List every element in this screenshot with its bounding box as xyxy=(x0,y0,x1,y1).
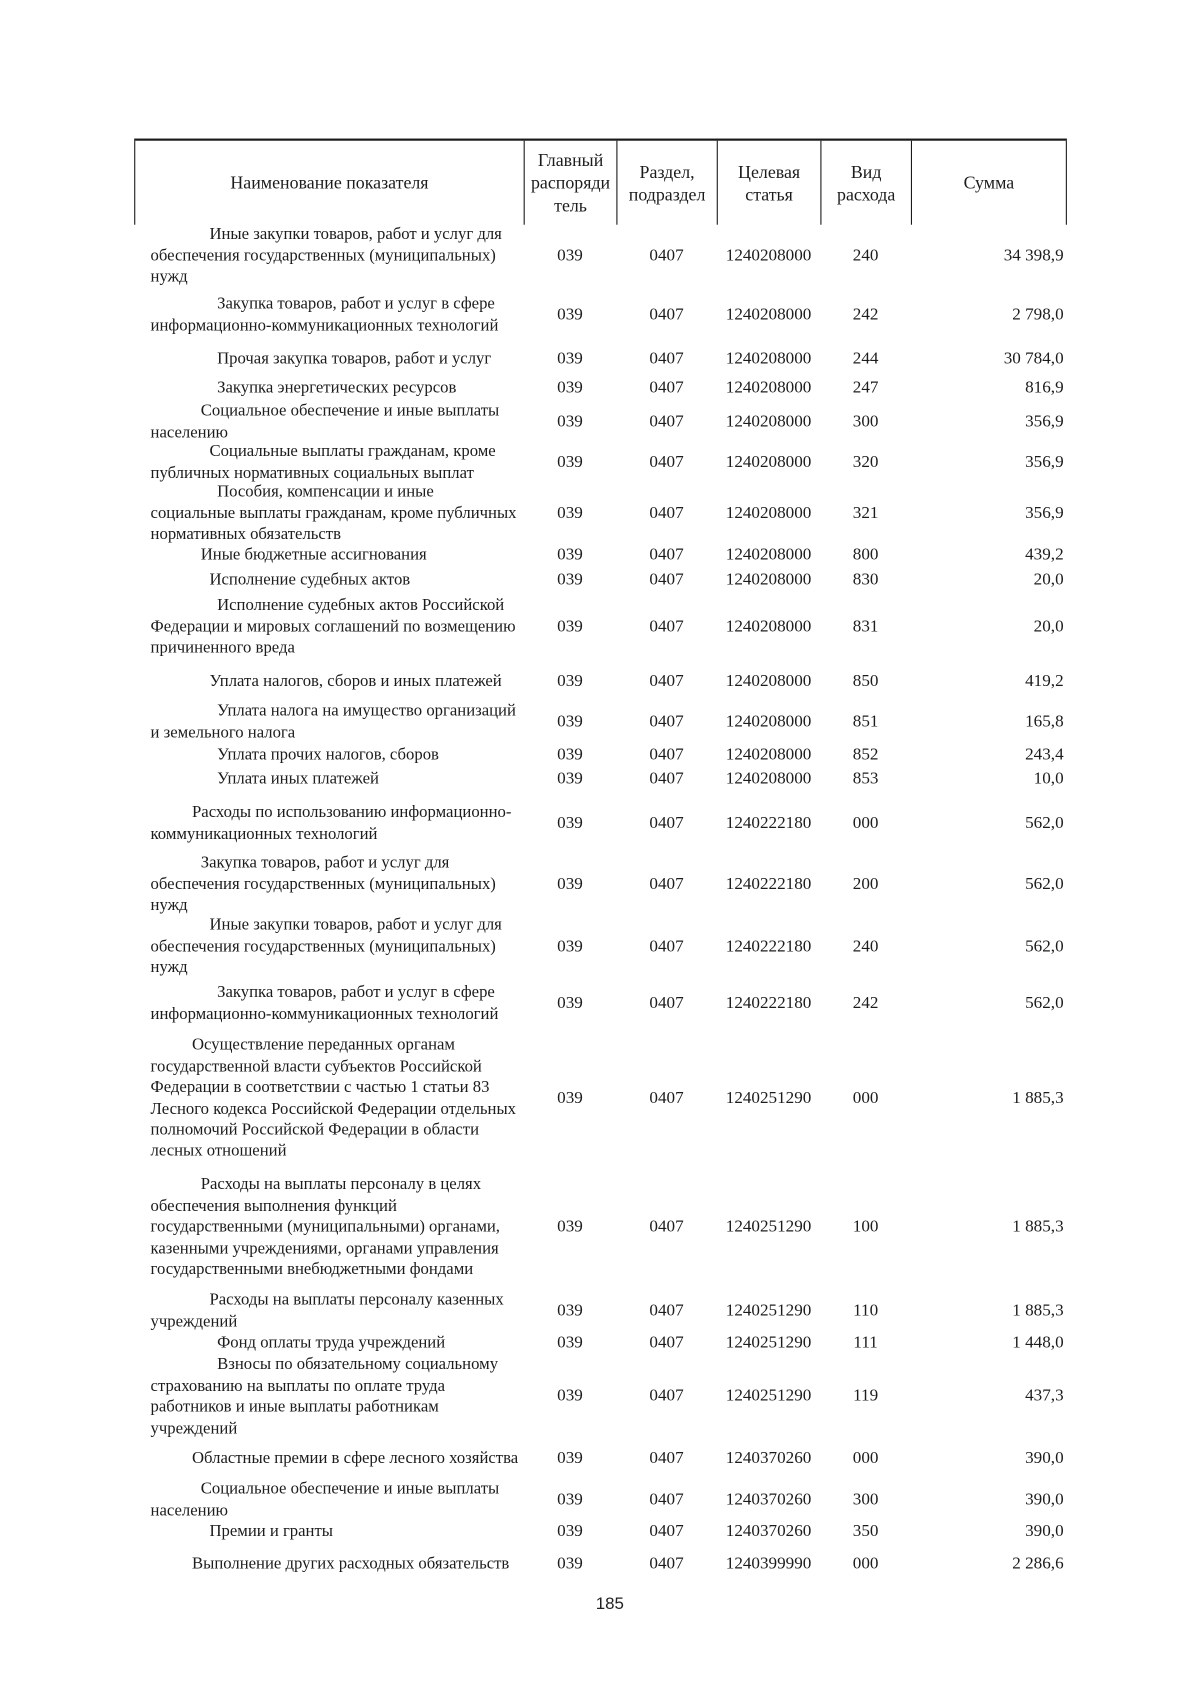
cell-target-article: 1240208000 xyxy=(725,745,812,764)
cell-section-subsection: 0407 xyxy=(649,874,684,894)
cell-section-subsection: 0407 xyxy=(649,1554,684,1574)
cell-indicator-name: Областные премии в сфере лесного хозяйства xyxy=(191,1449,519,1468)
table-row xyxy=(134,982,1067,1024)
table-row xyxy=(134,481,1067,545)
cell-expense-type: 244 xyxy=(852,349,879,368)
cell-section-subsection: 0407 xyxy=(649,378,684,398)
cell-section-subsection: 0407 xyxy=(649,993,684,1013)
cell-target-article: 1240399990 xyxy=(725,1554,812,1574)
cell-amount: 20,0 xyxy=(1033,570,1064,590)
cell-chief-administrator: 039 xyxy=(557,712,583,731)
cell-section-subsection: 0407 xyxy=(649,672,684,691)
table-row xyxy=(134,1332,1067,1353)
cell-amount: 562,0 xyxy=(1025,874,1064,894)
cell-expense-type: 830 xyxy=(852,570,879,590)
cell-section-subsection: 0407 xyxy=(649,305,684,324)
cell-expense-type: 853 xyxy=(852,769,879,788)
cell-section-subsection: 0407 xyxy=(649,745,684,764)
cell-expense-type: 200 xyxy=(852,874,879,894)
table-row xyxy=(134,294,1067,336)
cell-indicator-name: Прочая закупка товаров, работ и услуг xyxy=(217,349,492,368)
cell-indicator-name: Уплата прочих налогов, сборов xyxy=(217,745,439,764)
cell-indicator-name: Осуществление переданных органам государственной власти субъектов Российской Федерации в соответствии с частью 1 статьи 83 Лесного кодекса Российской Федерации отдельных полномочий Российской Федерации в области лесных отношений xyxy=(150,1035,517,1160)
cell-amount: 1 885,3 xyxy=(1012,1088,1064,1108)
table-row xyxy=(134,545,1067,566)
cell-expense-type: 852 xyxy=(852,745,879,764)
cell-section-subsection: 0407 xyxy=(649,617,684,636)
cell-chief-administrator: 039 xyxy=(557,672,583,691)
cell-indicator-name: Исполнение судебных актов xyxy=(209,570,411,590)
cell-expense-type: 831 xyxy=(852,617,879,636)
cell-chief-administrator: 039 xyxy=(557,745,583,764)
table-row xyxy=(134,1290,1067,1332)
cell-indicator-name: Иные закупки товаров, работ и услуг для обеспечения государственных (муниципальных) нужд xyxy=(150,915,502,977)
cell-amount: 30 784,0 xyxy=(1003,349,1064,368)
cell-expense-type: 320 xyxy=(852,452,879,472)
cell-amount: 1 885,3 xyxy=(1012,1217,1064,1237)
cell-amount: 390,0 xyxy=(1025,1522,1064,1541)
cell-expense-type: 350 xyxy=(852,1522,879,1541)
cell-expense-type: 850 xyxy=(852,672,879,691)
page-number: 185 xyxy=(595,1594,624,1614)
cell-indicator-name: Социальное обеспечение и иные выплаты населению xyxy=(150,1479,500,1520)
cell-indicator-name: Закупка товаров, работ и услуг в сфере информационно-коммуникационных технологий xyxy=(150,983,499,1023)
cell-expense-type: 321 xyxy=(852,503,879,523)
cell-target-article: 1240208000 xyxy=(725,452,812,472)
cell-chief-administrator: 039 xyxy=(557,1449,583,1468)
cell-section-subsection: 0407 xyxy=(649,1301,684,1320)
cell-amount: 439,2 xyxy=(1025,545,1064,565)
table-row xyxy=(134,224,1067,288)
cell-amount: 562,0 xyxy=(1025,993,1064,1013)
cell-amount: 2 798,0 xyxy=(1012,305,1064,324)
cell-section-subsection: 0407 xyxy=(649,1386,684,1406)
cell-target-article: 1240208000 xyxy=(725,305,812,324)
cell-chief-administrator: 039 xyxy=(557,617,583,636)
cell-target-article: 1240208000 xyxy=(725,769,812,788)
cell-target-article: 1240208000 xyxy=(725,412,812,431)
cell-indicator-name: Выполнение других расходных обязательств xyxy=(191,1554,510,1574)
header-expense-type-label: Вид расхода xyxy=(837,160,896,205)
header-target-article-label: Целевая статья xyxy=(738,160,801,205)
header-section-subsection-label: Раздел, подраздел xyxy=(628,160,706,205)
cell-section-subsection: 0407 xyxy=(649,1088,684,1108)
table-row xyxy=(134,1448,1067,1469)
cell-chief-administrator: 039 xyxy=(557,1217,583,1237)
cell-section-subsection: 0407 xyxy=(649,1522,684,1541)
header-chief-administrator-label: Главный распоряди тель xyxy=(530,149,611,216)
cell-indicator-name: Закупка энергетических ресурсов xyxy=(217,378,457,398)
table-row xyxy=(134,768,1067,789)
cell-section-subsection: 0407 xyxy=(649,1490,684,1509)
cell-target-article: 1240370260 xyxy=(725,1522,812,1541)
cell-amount: 243,4 xyxy=(1025,745,1064,764)
cell-amount: 390,0 xyxy=(1025,1449,1064,1468)
cell-section-subsection: 0407 xyxy=(649,246,684,265)
cell-section-subsection: 0407 xyxy=(649,412,684,431)
cell-expense-type: 242 xyxy=(852,993,879,1013)
cell-target-article: 1240251290 xyxy=(725,1333,812,1352)
cell-chief-administrator: 039 xyxy=(557,503,583,523)
cell-chief-administrator: 039 xyxy=(557,570,583,590)
cell-chief-administrator: 039 xyxy=(557,452,583,472)
table-row xyxy=(134,441,1067,483)
cell-expense-type: 000 xyxy=(852,1088,879,1108)
table-row xyxy=(134,401,1067,443)
cell-expense-type: 100 xyxy=(852,1217,879,1237)
cell-section-subsection: 0407 xyxy=(649,452,684,472)
cell-chief-administrator: 039 xyxy=(557,545,583,565)
cell-amount: 562,0 xyxy=(1025,813,1064,833)
header-indicator-name-label: Наименование показателя xyxy=(230,172,429,194)
cell-indicator-name: Уплата иных платежей xyxy=(217,769,379,788)
cell-chief-administrator: 039 xyxy=(557,246,583,265)
cell-target-article: 1240208000 xyxy=(725,545,812,565)
cell-target-article: 1240208000 xyxy=(725,570,812,590)
cell-target-article: 1240208000 xyxy=(725,503,812,523)
cell-expense-type: 111 xyxy=(853,1333,878,1352)
table-row xyxy=(134,671,1067,692)
cell-chief-administrator: 039 xyxy=(557,1088,583,1108)
header-amount-label: Сумма xyxy=(963,172,1015,194)
cell-target-article: 1240208000 xyxy=(725,378,812,398)
cell-target-article: 1240370260 xyxy=(725,1449,812,1468)
cell-chief-administrator: 039 xyxy=(557,993,583,1013)
table-row xyxy=(134,915,1067,979)
cell-target-article: 1240208000 xyxy=(725,672,812,691)
table-row xyxy=(134,1554,1067,1575)
cell-amount: 816,9 xyxy=(1025,378,1064,398)
cell-indicator-name: Расходы по использованию информационно- коммуникационных технологий xyxy=(150,803,512,843)
cell-amount: 20,0 xyxy=(1033,617,1064,636)
cell-target-article: 1240251290 xyxy=(725,1386,812,1406)
table-row xyxy=(134,1354,1067,1439)
cell-indicator-name: Иные закупки товаров, работ и услуг для обеспечения государственных (муниципальных) нужд xyxy=(150,225,502,286)
cell-chief-administrator: 039 xyxy=(557,813,583,833)
cell-target-article: 1240208000 xyxy=(725,712,812,731)
cell-target-article: 1240208000 xyxy=(725,349,812,368)
cell-amount: 390,0 xyxy=(1025,1490,1064,1509)
cell-amount: 2 286,6 xyxy=(1012,1554,1064,1574)
cell-indicator-name: Премии и гранты xyxy=(209,1522,333,1541)
table-row xyxy=(134,1479,1067,1521)
cell-indicator-name: Закупка товаров, работ и услуг для обеспечения государственных (муниципальных) нужд xyxy=(150,853,496,915)
cell-target-article: 1240370260 xyxy=(725,1490,812,1509)
table-row xyxy=(134,1521,1067,1542)
cell-expense-type: 800 xyxy=(852,545,879,565)
cell-chief-administrator: 039 xyxy=(557,349,583,368)
cell-indicator-name: Социальное обеспечение и иные выплаты населению xyxy=(150,401,500,442)
cell-chief-administrator: 039 xyxy=(557,305,583,324)
cell-target-article: 1240222180 xyxy=(725,993,812,1013)
table-row xyxy=(134,1035,1067,1162)
cell-indicator-name: Социальные выплаты гражданам, кроме публичных нормативных социальных выплат xyxy=(150,442,496,482)
cell-target-article: 1240222180 xyxy=(725,813,812,833)
cell-section-subsection: 0407 xyxy=(649,349,684,368)
cell-chief-administrator: 039 xyxy=(557,1522,583,1541)
cell-indicator-name: Иные бюджетные ассигнования xyxy=(200,545,427,565)
cell-indicator-name: Пособия, компенсации и иные социальные выплаты гражданам, кроме публичных нормативных обязательств xyxy=(150,482,517,544)
cell-target-article: 1240222180 xyxy=(725,874,812,894)
cell-chief-administrator: 039 xyxy=(557,874,583,894)
cell-amount: 165,8 xyxy=(1025,712,1064,731)
cell-chief-administrator: 039 xyxy=(557,378,583,398)
cell-indicator-name: Расходы на выплаты персоналу в целях обеспечения выполнения функций государственными (муниципальными) органами, казенными учреждениями, органами управления государственными внебюджетными фондами xyxy=(150,1175,500,1279)
table-row xyxy=(134,852,1067,916)
cell-section-subsection: 0407 xyxy=(649,769,684,788)
cell-expense-type: 000 xyxy=(852,813,879,833)
cell-indicator-name: Фонд оплаты труда учреждений xyxy=(217,1333,446,1352)
cell-indicator-name: Исполнение судебных актов Российской Федерации и мировых соглашений по возмещению причиненного вреда xyxy=(150,595,516,657)
cell-expense-type: 119 xyxy=(853,1386,879,1406)
table-row xyxy=(134,744,1067,765)
cell-expense-type: 000 xyxy=(852,1554,879,1574)
cell-chief-administrator: 039 xyxy=(557,1333,583,1352)
cell-chief-administrator: 039 xyxy=(557,936,583,956)
cell-amount: 1 885,3 xyxy=(1012,1301,1064,1320)
cell-amount: 437,3 xyxy=(1025,1386,1064,1406)
cell-chief-administrator: 039 xyxy=(557,1490,583,1509)
cell-expense-type: 000 xyxy=(852,1449,879,1468)
table-row xyxy=(134,1174,1067,1280)
cell-amount: 419,2 xyxy=(1025,672,1064,691)
table-row xyxy=(134,570,1067,591)
cell-section-subsection: 0407 xyxy=(649,503,684,523)
cell-target-article: 1240251290 xyxy=(725,1301,812,1320)
cell-target-article: 1240222180 xyxy=(725,936,812,956)
cell-indicator-name: Уплата налога на имущество организаций и земельного налога xyxy=(150,701,516,742)
cell-amount: 356,9 xyxy=(1025,412,1064,431)
cell-amount: 562,0 xyxy=(1025,936,1064,956)
table-row xyxy=(134,701,1067,743)
cell-expense-type: 110 xyxy=(853,1301,879,1320)
cell-amount: 356,9 xyxy=(1025,452,1064,472)
table-row xyxy=(134,802,1067,844)
cell-indicator-name: Уплата налогов, сборов и иных платежей xyxy=(209,672,502,691)
cell-expense-type: 300 xyxy=(852,1490,879,1509)
cell-chief-administrator: 039 xyxy=(557,769,583,788)
cell-section-subsection: 0407 xyxy=(649,712,684,731)
cell-chief-administrator: 039 xyxy=(557,1386,583,1406)
table-row xyxy=(134,595,1067,659)
table-body xyxy=(134,0,1067,1697)
cell-amount: 1 448,0 xyxy=(1012,1333,1064,1352)
cell-target-article: 1240251290 xyxy=(725,1088,812,1108)
cell-expense-type: 240 xyxy=(852,246,879,265)
cell-chief-administrator: 039 xyxy=(557,1301,583,1320)
cell-indicator-name: Расходы на выплаты персоналу казенных учреждений xyxy=(150,1290,504,1331)
cell-section-subsection: 0407 xyxy=(649,570,684,590)
cell-chief-administrator: 039 xyxy=(557,1554,583,1574)
cell-expense-type: 247 xyxy=(852,378,879,398)
cell-amount: 10,0 xyxy=(1033,769,1064,788)
cell-expense-type: 300 xyxy=(852,412,879,431)
cell-section-subsection: 0407 xyxy=(649,1217,684,1237)
cell-target-article: 1240251290 xyxy=(725,1217,812,1237)
cell-expense-type: 240 xyxy=(852,936,879,956)
cell-section-subsection: 0407 xyxy=(649,813,684,833)
cell-target-article: 1240208000 xyxy=(725,617,812,636)
cell-amount: 356,9 xyxy=(1025,503,1064,523)
cell-chief-administrator: 039 xyxy=(557,412,583,431)
cell-section-subsection: 0407 xyxy=(649,1333,684,1352)
cell-expense-type: 851 xyxy=(852,712,879,731)
table-row xyxy=(134,348,1067,369)
table-row xyxy=(134,378,1067,399)
cell-expense-type: 242 xyxy=(852,305,879,324)
cell-section-subsection: 0407 xyxy=(649,545,684,565)
cell-section-subsection: 0407 xyxy=(649,936,684,956)
cell-indicator-name: Взносы по обязательному социальному страхованию на выплаты по оплате труда работников и иные выплаты работникам учреждений xyxy=(150,1355,499,1438)
cell-section-subsection: 0407 xyxy=(649,1449,684,1468)
cell-target-article: 1240208000 xyxy=(725,246,812,265)
cell-indicator-name: Закупка товаров, работ и услуг в сфере информационно-коммуникационных технологий xyxy=(150,294,499,335)
cell-amount: 34 398,9 xyxy=(1003,246,1064,265)
